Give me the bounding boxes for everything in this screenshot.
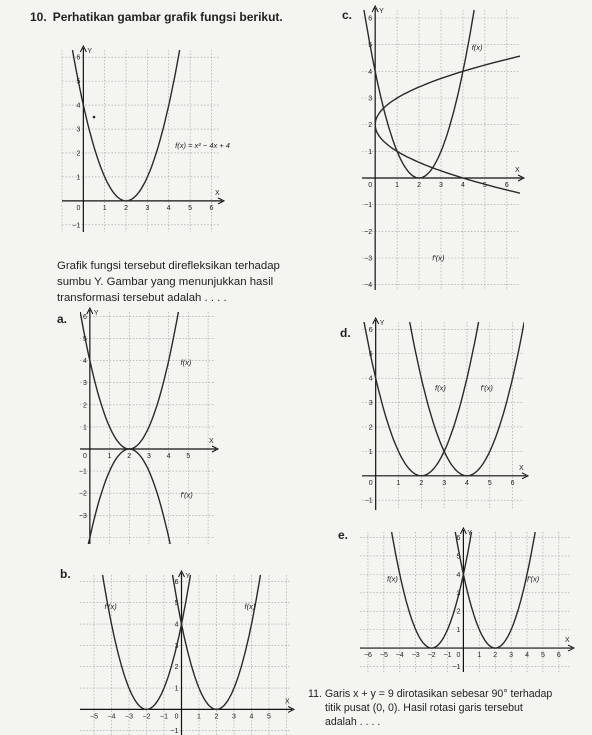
graph-option-b[interactable]: [80, 575, 290, 735]
y-axis-label: Y: [93, 310, 99, 317]
x-tick-label: 3: [509, 652, 514, 660]
y-tick-label: 1: [174, 685, 179, 693]
x-tick-label: 4: [460, 182, 465, 189]
x-tick-label: −4: [395, 652, 404, 660]
y-tick-label: 5: [368, 351, 373, 359]
y-tick-label: 1: [456, 627, 461, 635]
graph-option-e[interactable]: [360, 532, 570, 672]
y-tick-label: −2: [364, 228, 373, 236]
y-tick-label: −3: [364, 255, 373, 263]
x-tick-label: 6: [209, 204, 214, 212]
dot-mark: [93, 116, 96, 119]
y-tick-label: 1: [368, 148, 373, 156]
x-tick-label: −5: [379, 652, 388, 660]
x-tick-label: 2: [493, 652, 498, 660]
instruction-line: sumbu Y. Gambar yang menunjukkan hasil: [57, 276, 274, 288]
y-tick-label: 2: [368, 424, 373, 432]
x-tick-label: −6: [363, 652, 372, 660]
x-tick-label: 1: [477, 652, 482, 660]
x-tick-label: 4: [166, 452, 171, 460]
function-label: f(x) = x² − 4x + 4: [175, 141, 230, 151]
question-11-number: 11.: [308, 688, 322, 700]
y-axis-label: Y: [87, 48, 93, 55]
x-tick-label: 6: [556, 652, 561, 660]
y-tick-label: −1: [364, 497, 373, 505]
y-tick-label: 6: [82, 313, 87, 321]
y-tick-label: 5: [456, 553, 461, 561]
y-tick-label: 3: [82, 380, 87, 388]
x-tick-label: 5: [487, 479, 492, 487]
y-tick-label: 4: [76, 102, 81, 110]
x-tick-label: 2: [124, 204, 129, 212]
option-d-label[interactable]: d.: [340, 326, 351, 340]
graph-option-c[interactable]: [362, 10, 520, 290]
y-axis-label: Y: [379, 320, 385, 327]
y-tick-label: 3: [456, 590, 461, 598]
function-label: f'(x): [180, 490, 193, 500]
x-tick-label: 5: [188, 204, 193, 212]
x-tick-label: −5: [90, 713, 98, 721]
x-axis-label: X: [519, 464, 524, 472]
x-tick-label: −2: [142, 713, 151, 721]
function-label: f(x): [435, 383, 446, 393]
x-tick-label: 5: [541, 652, 545, 660]
y-tick-label: 3: [174, 642, 179, 650]
y-tick-label: −1: [452, 663, 461, 671]
x-tick-label: 6: [504, 182, 509, 189]
y-tick-label: −1: [72, 222, 81, 230]
origin-label: 0: [76, 204, 81, 212]
y-tick-label: 5: [76, 78, 81, 86]
x-tick-label: 4: [525, 652, 529, 660]
question-11-line: titik pusat (0, 0). Hasil rotasi garis tersebut: [325, 702, 523, 714]
y-tick-label: −1: [364, 202, 373, 210]
graph-option-d[interactable]: [362, 322, 524, 510]
grid: [80, 575, 290, 735]
x-tick-label: −1: [160, 713, 168, 721]
y-tick-label: 1: [82, 424, 87, 432]
y-tick-label: 2: [82, 402, 87, 410]
y-axis-label: Y: [185, 573, 191, 580]
y-tick-label: 1: [368, 448, 373, 456]
x-tick-label: 4: [249, 713, 254, 721]
y-tick-label: −3: [78, 512, 87, 520]
x-tick-label: 3: [232, 713, 236, 721]
question-10-prompt: Perhatikan gambar grafik fungsi berikut.: [52, 10, 283, 24]
function-label: f'(x): [432, 253, 445, 263]
y-tick-label: 2: [368, 122, 373, 130]
y-tick-label: 6: [456, 535, 461, 543]
graph-option-a[interactable]: [80, 312, 214, 544]
x-axis-label: X: [285, 698, 290, 706]
x-tick-label: 3: [145, 204, 150, 212]
origin-label: 0: [368, 479, 373, 487]
question-11-text: Garis x + y = 9 dirotasikan sebesar 90° terhadap: [324, 688, 553, 700]
x-tick-label: −2: [427, 652, 436, 660]
y-tick-label: 6: [76, 54, 81, 62]
question-10-instruction: [57, 258, 280, 306]
x-tick-label: 4: [166, 204, 171, 212]
grid: [360, 532, 570, 672]
y-tick-label: 6: [174, 578, 179, 586]
x-tick-label: 2: [419, 479, 424, 487]
x-tick-label: −1: [443, 652, 452, 660]
instruction-line: Grafik fungsi tersebut direfleksikan terhadap: [57, 260, 280, 272]
y-tick-label: −1: [78, 468, 87, 476]
x-tick-label: 3: [147, 452, 151, 460]
x-axis-label: X: [209, 437, 214, 445]
y-axis-label: Y: [379, 8, 384, 15]
graph-main: [62, 48, 230, 232]
y-tick-label: 1: [76, 174, 81, 182]
x-tick-label: −3: [125, 713, 133, 721]
x-axis-label: X: [515, 167, 520, 174]
function-label: f(x): [471, 43, 483, 52]
x-tick-label: 1: [102, 204, 107, 212]
question-10-number: 10.: [30, 10, 47, 24]
option-c-label[interactable]: c.: [342, 8, 353, 22]
x-tick-label: 1: [396, 479, 401, 487]
y-axis-label: Y: [467, 530, 473, 537]
function-label: f(x): [244, 602, 256, 612]
x-tick-label: −3: [411, 652, 420, 660]
y-tick-label: −1: [170, 728, 179, 735]
y-tick-label: 4: [174, 621, 179, 629]
x-tick-label: 5: [482, 182, 487, 189]
question-11-line: [308, 687, 552, 701]
question-11: [308, 687, 552, 729]
option-e-label[interactable]: e.: [338, 528, 349, 542]
y-tick-label: 6: [368, 326, 373, 334]
x-tick-label: 1: [395, 182, 400, 189]
y-tick-label: 2: [174, 664, 179, 672]
question-10-header: [30, 10, 289, 24]
origin-label: 0: [456, 652, 461, 660]
function-label: f'(x): [104, 602, 117, 612]
y-tick-label: 4: [82, 358, 87, 366]
x-tick-label: 3: [439, 182, 443, 189]
instruction-line: transformasi tersebut adalah . . . .: [57, 292, 227, 304]
x-tick-label: 1: [107, 452, 112, 460]
function-label: f'(x): [480, 383, 493, 393]
x-tick-label: 2: [214, 713, 219, 721]
x-tick-label: −4: [107, 713, 116, 721]
y-tick-label: 4: [456, 571, 461, 579]
x-tick-label: 3: [442, 479, 447, 487]
x-tick-label: 6: [510, 479, 515, 487]
x-tick-label: 5: [267, 713, 271, 721]
option-b-label[interactable]: b.: [60, 567, 71, 581]
y-tick-label: −2: [78, 490, 87, 498]
y-tick-label: 3: [76, 126, 81, 134]
x-tick-label: 1: [197, 713, 201, 721]
y-tick-label: 5: [174, 600, 179, 608]
option-a-label[interactable]: a.: [57, 312, 68, 326]
y-tick-label: 2: [456, 608, 461, 616]
curve-orig: [0, 0, 254, 201]
y-tick-label: 3: [368, 95, 373, 103]
function-label: f'(x): [527, 574, 540, 584]
question-11-line: adalah . . . .: [325, 716, 381, 728]
y-tick-label: 6: [368, 15, 373, 23]
y-tick-label: 5: [82, 336, 87, 344]
x-tick-label: 4: [465, 479, 469, 487]
x-tick-label: 2: [127, 452, 132, 460]
origin-label: 0: [368, 182, 373, 189]
y-tick-label: 5: [368, 42, 373, 50]
y-tick-label: 4: [368, 68, 373, 76]
x-axis-label: X: [215, 189, 220, 197]
x-tick-label: 2: [417, 182, 422, 189]
grid: [80, 312, 214, 544]
y-tick-label: 3: [368, 400, 373, 408]
function-label: f(x): [387, 574, 398, 584]
y-tick-label: 4: [368, 375, 373, 383]
x-axis-label: X: [565, 637, 570, 645]
origin-label: 0: [174, 713, 179, 721]
y-tick-label: −4: [364, 282, 373, 290]
x-tick-label: 5: [186, 452, 191, 460]
origin-label: 0: [82, 452, 87, 460]
function-label: f(x): [180, 358, 192, 368]
y-tick-label: 2: [76, 150, 81, 158]
